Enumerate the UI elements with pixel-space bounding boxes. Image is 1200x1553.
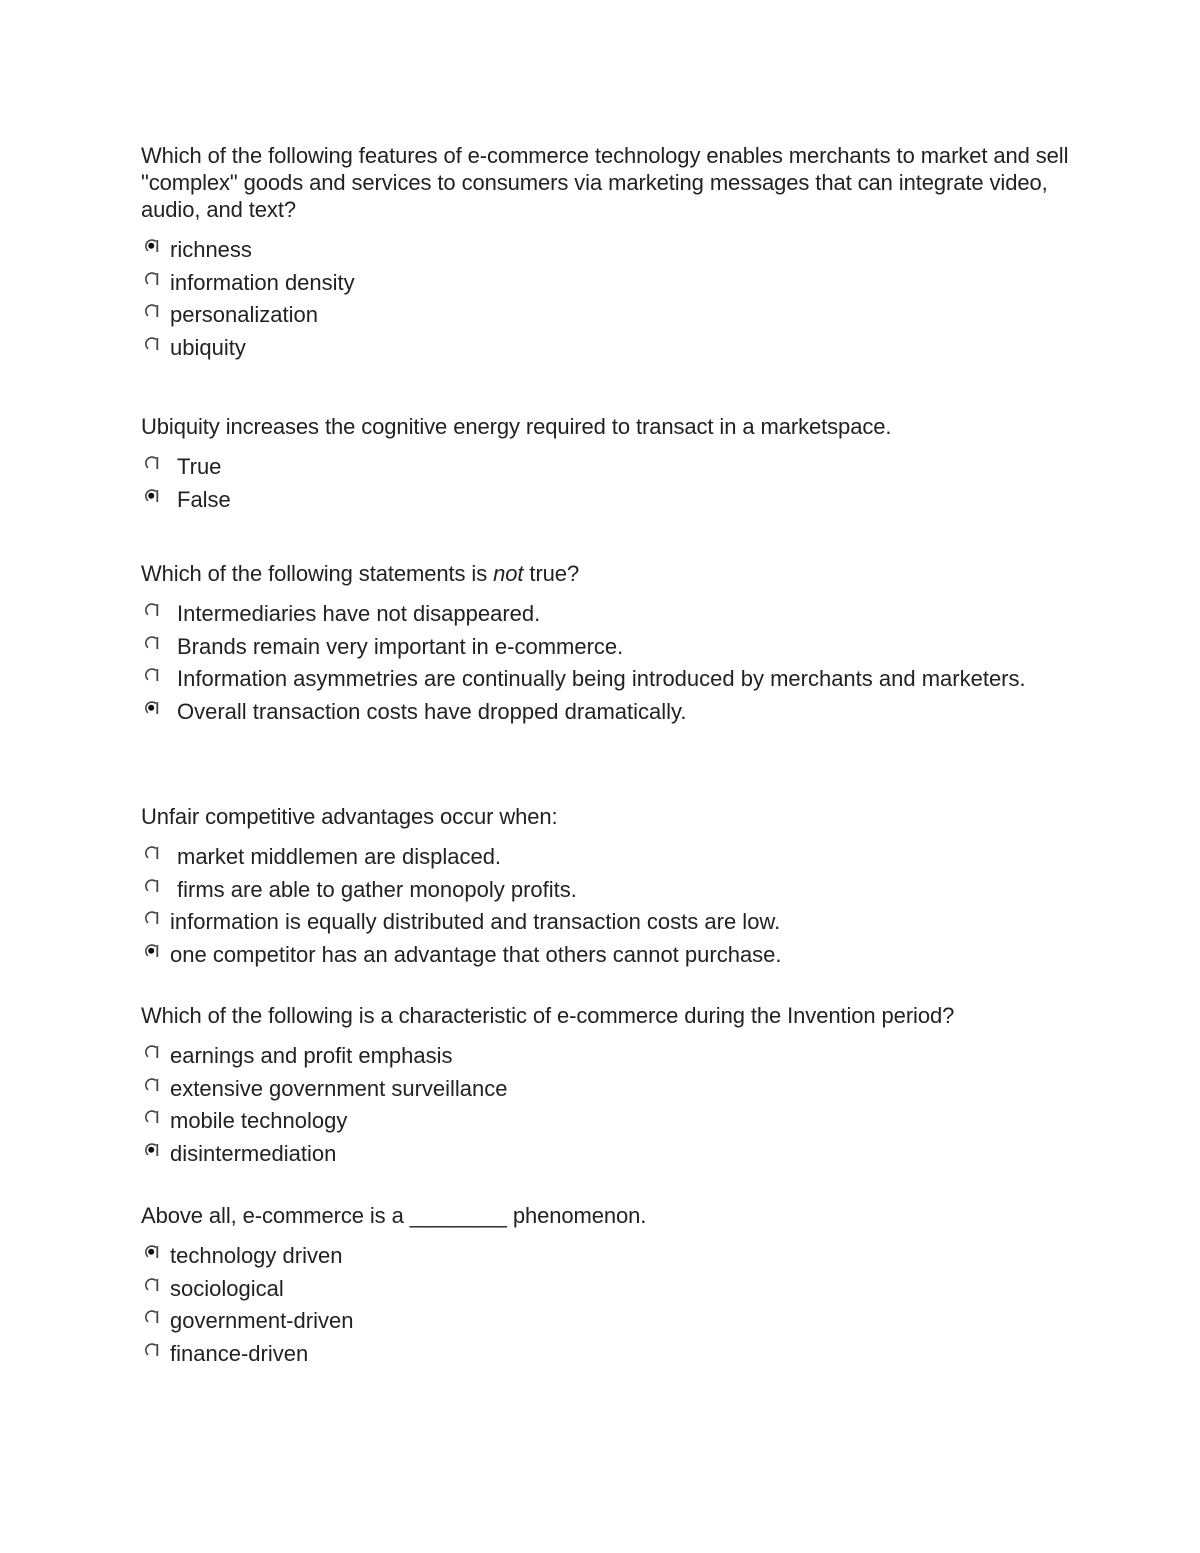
option-true[interactable] — [141, 453, 1071, 480]
radio-unselected-icon[interactable] — [144, 667, 159, 682]
option-label: Overall transaction costs have dropped dramatically. — [177, 698, 687, 724]
question-6 — [141, 1202, 1071, 1372]
option-label: extensive government surveillance — [170, 1075, 508, 1101]
option-label: False — [177, 486, 231, 512]
option-equally-distributed[interactable] — [141, 908, 1071, 935]
option-label: finance-driven — [170, 1340, 309, 1366]
question-1-text: Which of the following features of e-commerce technology enables merchants to market and sell "complex" goods and services to consumers via marketing messages that can integrate video, audio, and text? — [141, 143, 1069, 222]
option-label: one competitor has an advantage that others cannot purchase. — [170, 941, 782, 967]
option-ubiquity[interactable] — [141, 334, 1071, 361]
question-1-options — [141, 236, 1071, 361]
option-label: Brands remain very important in e-commerce. — [177, 633, 624, 659]
option-information-density[interactable] — [141, 269, 1071, 296]
question-2 — [141, 413, 1071, 518]
question-3-options — [141, 600, 1071, 725]
option-label: information is equally distributed and transaction costs are low. — [170, 909, 781, 934]
question-2-options — [141, 453, 1071, 513]
option-label: technology driven — [170, 1243, 343, 1268]
option-label: earnings and profit emphasis — [170, 1043, 453, 1068]
option-government-surveillance[interactable] — [141, 1075, 1071, 1102]
question-4-text: Unfair competitive advantages occur when: — [141, 804, 558, 829]
option-information-asymmetries[interactable] — [141, 665, 1071, 692]
option-government-driven[interactable] — [141, 1307, 1071, 1334]
option-middlemen[interactable] — [141, 843, 1071, 870]
option-label: disintermediation — [170, 1140, 337, 1166]
question-3 — [141, 560, 1071, 730]
radio-selected-icon[interactable] — [144, 488, 159, 503]
option-earnings[interactable] — [141, 1042, 1071, 1069]
radio-unselected-icon[interactable] — [144, 455, 159, 470]
option-richness[interactable] — [141, 236, 1071, 263]
radio-unselected-icon[interactable] — [144, 1342, 159, 1357]
option-label: mobile technology — [170, 1108, 348, 1133]
option-monopoly-profits[interactable] — [141, 876, 1071, 903]
radio-unselected-icon[interactable] — [144, 878, 159, 893]
radio-selected-icon[interactable] — [144, 943, 159, 958]
option-label: market middlemen are displaced. — [177, 844, 502, 869]
option-finance-driven[interactable] — [141, 1340, 1071, 1367]
option-personalization[interactable] — [141, 301, 1071, 328]
radio-unselected-icon[interactable] — [144, 1044, 159, 1059]
radio-selected-icon[interactable] — [144, 238, 159, 253]
radio-unselected-icon[interactable] — [144, 910, 159, 925]
option-label: information density — [170, 269, 355, 295]
radio-selected-icon[interactable] — [144, 1142, 159, 1157]
option-label: personalization — [170, 302, 318, 327]
option-brands[interactable] — [141, 633, 1071, 660]
option-competitor-advantage[interactable] — [141, 941, 1071, 968]
radio-unselected-icon[interactable] — [144, 1309, 159, 1324]
radio-unselected-icon[interactable] — [144, 845, 159, 860]
radio-selected-icon[interactable] — [144, 700, 159, 715]
option-technology-driven[interactable] — [141, 1242, 1071, 1269]
radio-unselected-icon[interactable] — [144, 271, 159, 286]
radio-unselected-icon[interactable] — [144, 635, 159, 650]
question-2-text: Ubiquity increases the cognitive energy required to transact in a marketspace. — [141, 414, 892, 439]
option-label: ubiquity — [170, 334, 246, 360]
radio-unselected-icon[interactable] — [144, 336, 159, 351]
question-6-options — [141, 1242, 1071, 1367]
question-4 — [141, 803, 1071, 973]
radio-unselected-icon[interactable] — [144, 1277, 159, 1292]
option-transaction-costs[interactable] — [141, 698, 1071, 725]
option-sociological[interactable] — [141, 1275, 1071, 1302]
option-label: Intermediaries have not disappeared. — [177, 601, 541, 626]
radio-unselected-icon[interactable] — [144, 1109, 159, 1124]
question-3-text-emphasis: not — [493, 561, 524, 586]
option-label: Information asymmetries are continually being introduced by merchants and marketers. — [177, 666, 1026, 691]
question-1 — [141, 142, 1071, 366]
question-3-text-before: Which of the following statements is — [141, 561, 494, 586]
question-5-options — [141, 1042, 1071, 1167]
option-mobile-technology[interactable] — [141, 1107, 1071, 1134]
question-5 — [141, 1002, 1071, 1172]
option-label: sociological — [170, 1275, 284, 1301]
radio-selected-icon[interactable] — [144, 1244, 159, 1259]
question-6-text: Above all, e-commerce is a ________ phenomenon. — [141, 1203, 647, 1228]
question-4-options — [141, 843, 1071, 968]
option-label: government-driven — [170, 1308, 354, 1333]
option-disintermediation[interactable] — [141, 1140, 1071, 1167]
question-5-text: Which of the following is a characteristic of e-commerce during the Invention period? — [141, 1003, 955, 1028]
radio-unselected-icon[interactable] — [144, 602, 159, 617]
radio-unselected-icon[interactable] — [144, 1077, 159, 1092]
question-3-text — [141, 560, 1071, 587]
option-label: richness — [170, 237, 252, 262]
option-false[interactable] — [141, 486, 1071, 513]
radio-unselected-icon[interactable] — [144, 303, 159, 318]
option-label: True — [177, 454, 222, 479]
question-3-text-after: true? — [523, 561, 580, 586]
option-intermediaries[interactable] — [141, 600, 1071, 627]
option-label: firms are able to gather monopoly profits. — [177, 876, 577, 902]
